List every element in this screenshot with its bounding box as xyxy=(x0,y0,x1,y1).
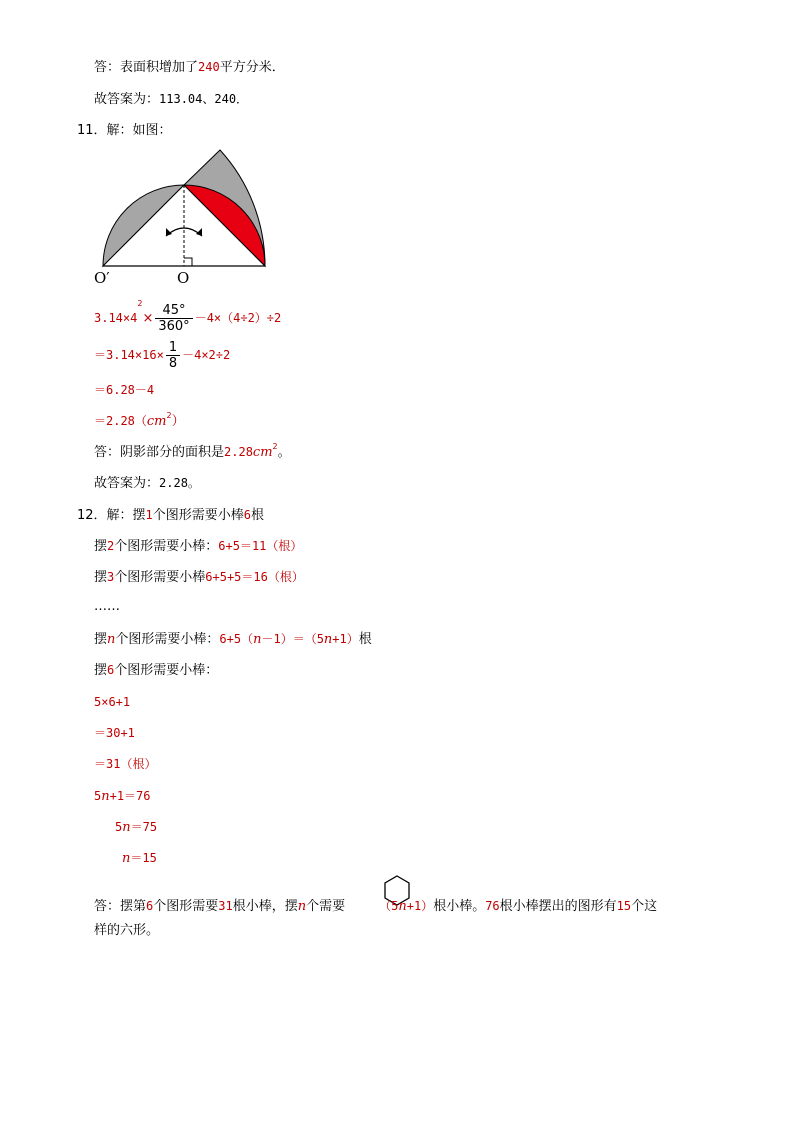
q11-label: 11．解：如图： xyxy=(77,123,172,138)
q11-calc-line-1: $3.14\times 4^2\times$ $\frac{45^\circ}{360^\circ}$ －4×（4÷2）÷2 xyxy=(94,299,282,334)
label-o: O xyxy=(177,269,190,286)
q12-line-2: 摆2个图形需要小棒：6+5＝11（根） xyxy=(94,539,303,554)
fraction-1-8: $\frac{1}{8}$ xyxy=(166,340,180,371)
q12-eq-2: 5n＝75 xyxy=(115,820,158,835)
label-o-prime: O′ xyxy=(94,269,110,286)
q11-result-line: 故答案为：2.28。 xyxy=(94,476,200,491)
q11-calc-line-2: ＝3.14×16× $\frac{1}{8}$ －4×2÷2 xyxy=(94,340,231,371)
q10-result-line: 故答案为：113.04、240． xyxy=(94,92,249,107)
q12-calc-3: ＝31（根） xyxy=(94,757,157,771)
q11-calc-line-3: ＝6.28－4 xyxy=(94,383,155,397)
q12-answer-line-1: 答：摆第6个图形需要31根小棒，摆n个需要 （5n+1）根小棒。76根小棒摆出的图形有15个这 xyxy=(94,899,658,914)
q11-calc-line-4: $=2.28(cm^2)$ xyxy=(94,411,185,429)
q12-eq-3: n＝15 xyxy=(122,851,157,866)
q12-line-n: 摆n个图形需要小棒：6+5（n－1）＝（5n+1）根 xyxy=(94,632,372,647)
q12-calc-1: 5×6+1 xyxy=(94,695,131,709)
q12-line-6: 摆6个图形需要小棒： xyxy=(94,663,219,678)
fraction-45-360: $\frac{45^\circ}{360^\circ}$ xyxy=(155,303,192,334)
q12-answer-line-2: 样的六形。 xyxy=(94,923,160,938)
q12-line-3: 摆3个图形需要小棒6+5+5＝16（根） xyxy=(94,570,304,585)
q12-calc-2: ＝30+1 xyxy=(94,726,135,740)
q11-answer-line: 答：阴影部分的面积是$2.28cm^2$。 xyxy=(94,442,291,460)
q12-ellipsis: …… xyxy=(94,599,120,614)
q11-geometry-diagram xyxy=(92,148,277,286)
q12-label: 12．解：摆1个图形需要小棒6根 xyxy=(77,508,265,523)
q12-eq-1: 5n+1＝76 xyxy=(94,789,151,804)
q10-answer-line: 答：表面积增加了240平方分米． xyxy=(94,60,285,75)
